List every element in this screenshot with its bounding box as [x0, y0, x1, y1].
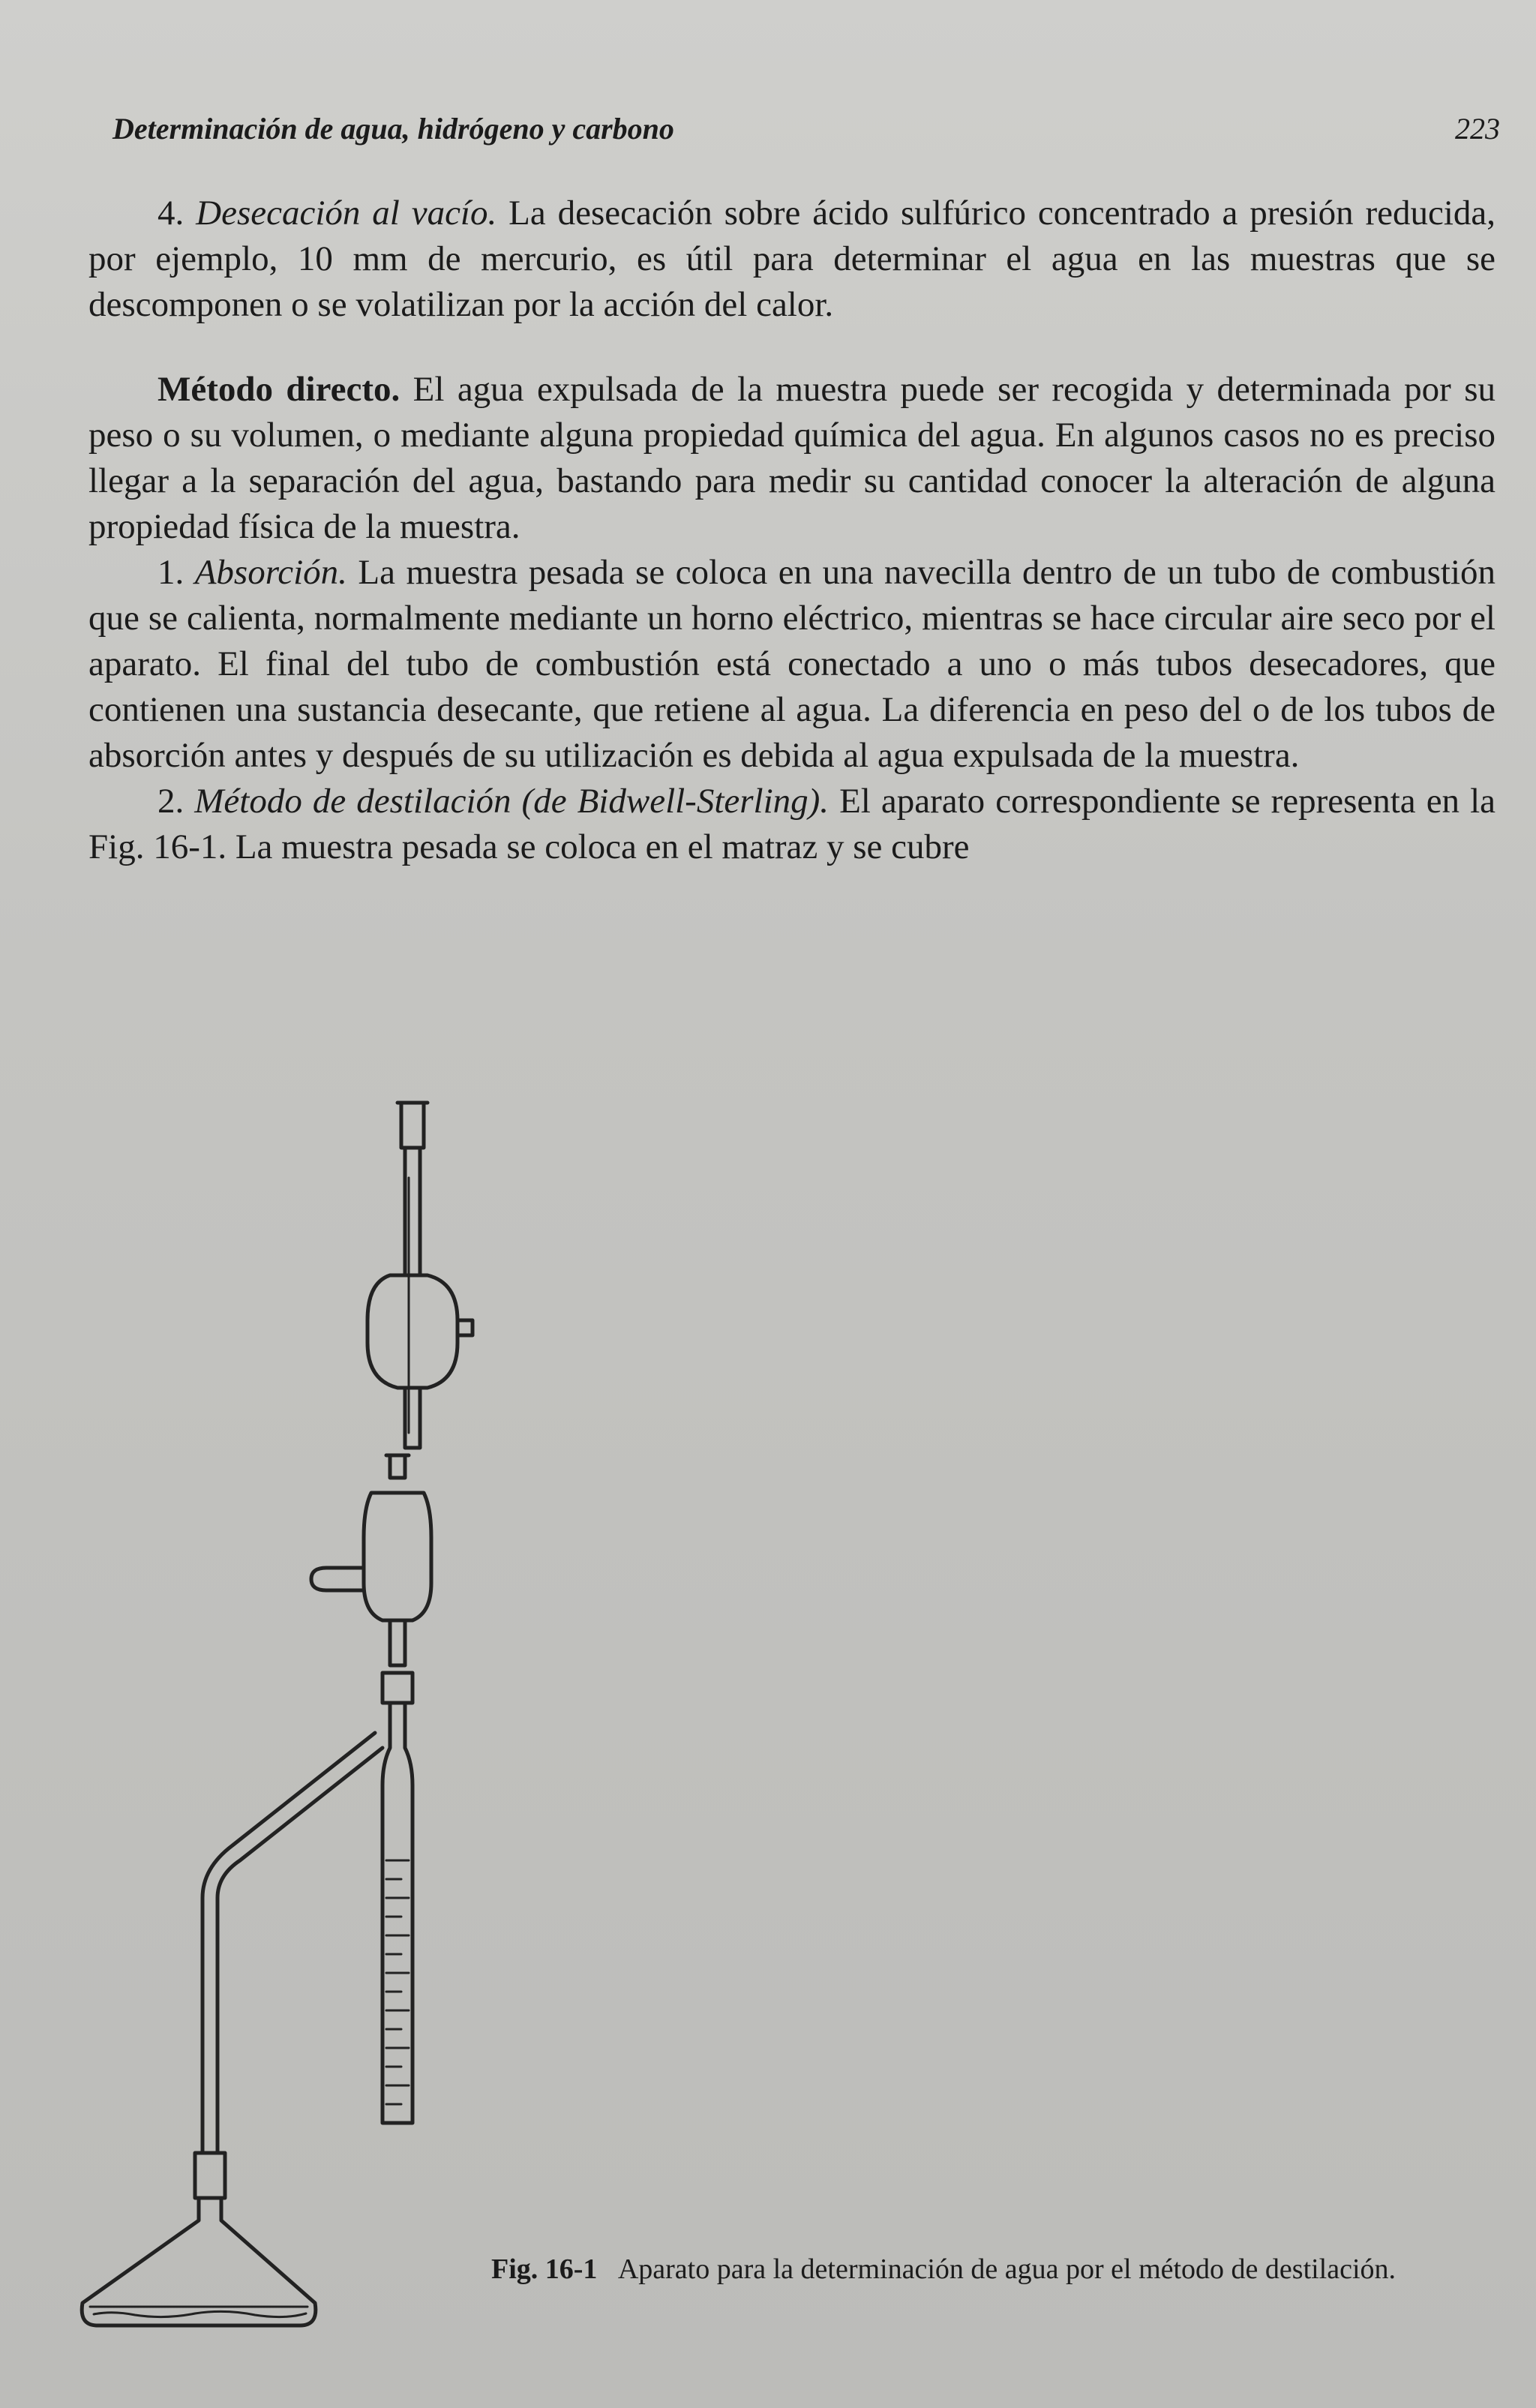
- item-heading: Método de destilación: [194, 782, 512, 821]
- condenser: [368, 1103, 472, 1448]
- item-text: La muestra pesada se coloca en una navecilla dentro de un tubo de combustión que se calienta, normalmente mediante un horno eléctrico, mientras se hace circular aire seco por el aparato. El final del tubo de combustión está conectado a uno o más tubos desecadores, que contienen una sustancia desecante, que retiene al agua. La diferencia en peso del o de los tubos de absorción antes y después de su utilización es debida al agua expulsada de la muestra.: [88, 553, 1496, 775]
- item-number: 2.: [158, 782, 184, 821]
- item-subheading: (de Bidwell-Sterling).: [521, 782, 830, 821]
- item-number: 4.: [158, 194, 184, 233]
- item-number: 1.: [158, 553, 184, 592]
- item-text: El aparato correspondiente se representa en la Fig. 16-1. La muestra pesada se coloca en el matraz y se cubre: [88, 782, 1496, 866]
- running-header: [112, 111, 1500, 146]
- body-text: [88, 191, 1496, 870]
- figure-caption-text: Aparato para la determinación de agua por el método de destilación.: [617, 2253, 1396, 2285]
- item-heading: Absorción.: [194, 553, 347, 592]
- item-text: La desecación sobre ácido sulfúrico concentrado a presión reducida, por ejemplo, 10 mm de mercurio, es útil para determinar el agua en las muestras que se descomponen o se volatilizan por la acción del calor.: [88, 194, 1496, 324]
- paragraph-vacuum-drying: [88, 191, 1496, 328]
- figure-label: Fig. 16-1: [491, 2253, 598, 2285]
- figure-caption: [491, 2250, 1474, 2288]
- distillation-apparatus-illustration: [68, 1088, 532, 2333]
- paragraph-distillation: [88, 779, 1496, 870]
- side-arm-tube: [202, 1733, 382, 2153]
- section-text: El agua expulsada de la muestra puede ser recogida y determinada por su peso o su volumen, o mediante alguna propiedad química del agua. En algunos casos no es preciso llegar a la separación del agua, bastando para medir su cantidad conocer la alteración de alguna propiedad física de la muestra.: [88, 370, 1496, 546]
- page-number: 223: [1455, 112, 1500, 146]
- header-title: Determinación de agua, hidrógeno y carbono: [112, 112, 674, 146]
- item-heading: Desecación al vacío.: [196, 194, 497, 233]
- section-heading: Método directo.: [158, 370, 400, 409]
- flask: [82, 2153, 316, 2325]
- paragraph-absorption: [88, 550, 1496, 779]
- paragraph-direct-method: [88, 367, 1496, 550]
